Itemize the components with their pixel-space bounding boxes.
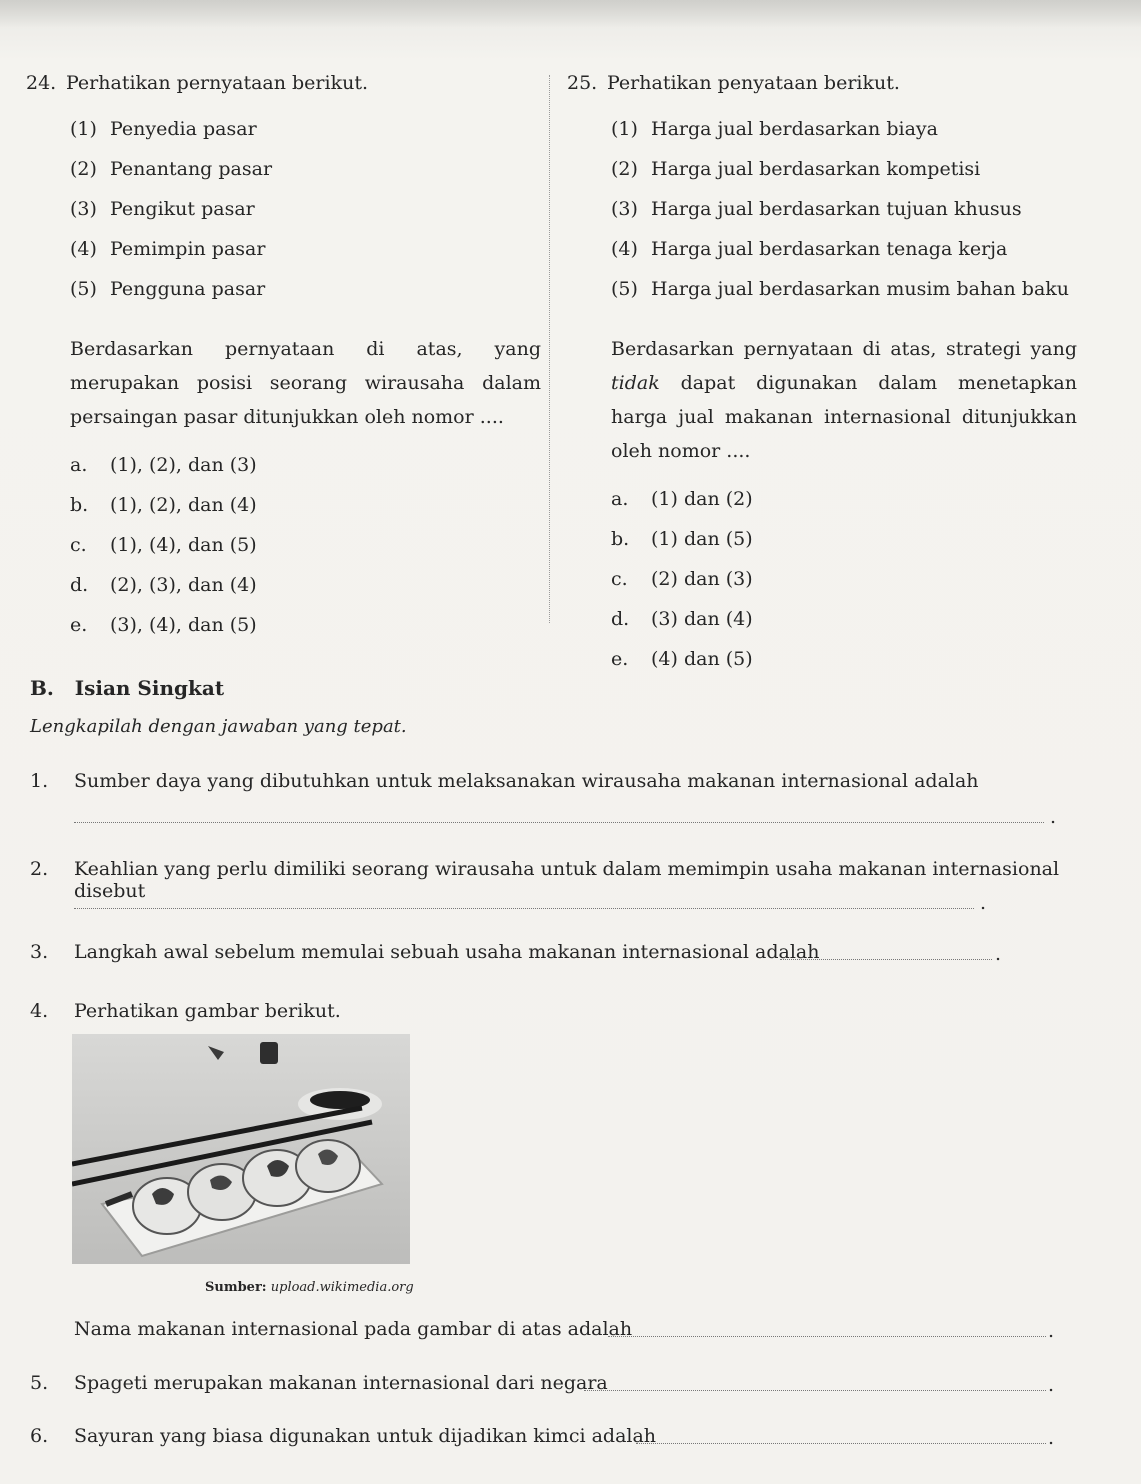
question-24 — [26, 72, 541, 646]
image-caption: Sumber: upload.wikimedia.org — [205, 1280, 414, 1295]
short-answer-6: 6. Sayuran yang biasa digunakan untuk dijadikan kimci adalah — [30, 1425, 657, 1447]
question-25-heading — [567, 72, 1077, 96]
period: . — [980, 892, 987, 914]
short-answer-5: 5. Spageti merupakan makanan internasional dari negara — [30, 1372, 608, 1394]
option-d[interactable]: d. (3) dan (4) — [611, 607, 753, 630]
page-top-shadow — [0, 0, 1141, 28]
option-c[interactable]: c. (1), (4), dan (5) — [70, 533, 257, 556]
option-c[interactable]: c. (2) dan (3) — [611, 567, 753, 590]
statement: (1) Harga jual berdasarkan biaya — [611, 117, 938, 140]
option-b[interactable]: b. (1) dan (5) — [611, 527, 753, 550]
period: . — [995, 943, 1002, 965]
option-e[interactable]: e. (4) dan (5) — [611, 647, 753, 670]
question-24-heading-text: Perhatikan pernyataan berikut. — [66, 72, 368, 94]
statement: (2) Harga jual berdasarkan kompetisi — [611, 157, 981, 180]
section-b-title: B. Isian Singkat — [30, 676, 225, 700]
column-divider — [549, 75, 550, 623]
short-answer-3: 3. Langkah awal sebelum memulai sebuah usaha makanan internasional adalah — [30, 941, 820, 963]
option-a[interactable]: a. (1), (2), dan (3) — [70, 453, 257, 476]
short-answer-1: 1. Sumber daya yang dibutuhkan untuk melaksanakan wirausaha makanan internasional adalah — [30, 770, 979, 792]
answer-line-1[interactable] — [74, 822, 1044, 823]
answer-line-4[interactable] — [608, 1336, 1046, 1337]
statement: (4) Harga jual berdasarkan tenaga kerja — [611, 237, 1008, 260]
short-answer-4: 4. Perhatikan gambar berikut. — [30, 1000, 341, 1022]
question-25-number: 25. — [567, 72, 598, 94]
statement: (2) Penantang pasar — [70, 157, 273, 180]
answer-line-2[interactable] — [74, 908, 974, 909]
statement: (5) Harga jual berdasarkan musim bahan baku — [611, 277, 1070, 300]
statement: (3) Harga jual berdasarkan tujuan khusus — [611, 197, 1022, 220]
short-answer-2: 2. Keahlian yang perlu dimiliki seorang wirausaha untuk dalam memimpin usaha makanan internasional disebut — [30, 858, 1060, 902]
question-25-prompt: Berdasarkan pernyataan di atas, strategi yang tidak dapat digunakan dalam menetapkan harga jual makanan internasional ditunjukkan oleh nomor .... — [611, 337, 1077, 462]
question-25-heading-text: Perhatikan penyataan berikut. — [607, 72, 900, 94]
statement: (3) Pengikut pasar — [70, 197, 255, 220]
statement: (5) Pengguna pasar — [70, 277, 266, 300]
option-d[interactable]: d. (2), (3), dan (4) — [70, 573, 257, 596]
short-answer-4-followup: Nama makanan internasional pada gambar di atas adalah — [74, 1318, 633, 1340]
sushi-illustration — [72, 1034, 410, 1264]
period: . — [1048, 1320, 1055, 1342]
period: . — [1050, 806, 1057, 828]
option-a[interactable]: a. (1) dan (2) — [611, 487, 753, 510]
statement: (4) Pemimpin pasar — [70, 237, 266, 260]
question-24-prompt: Berdasarkan pernyataan di atas, yang merupakan posisi seorang wirausaha dalam persaingan pasar ditunjukkan oleh nomor .... — [70, 337, 541, 428]
answer-line-5[interactable] — [584, 1390, 1046, 1391]
period: . — [1048, 1427, 1055, 1449]
sushi-photo — [72, 1034, 410, 1264]
option-e[interactable]: e. (3), (4), dan (5) — [70, 613, 257, 636]
statement: (1) Penyedia pasar — [70, 117, 257, 140]
answer-line-3[interactable] — [780, 959, 992, 960]
question-25 — [567, 72, 1077, 680]
period: . — [1048, 1374, 1055, 1396]
answer-line-6[interactable] — [636, 1443, 1046, 1444]
question-24-heading — [26, 72, 541, 96]
question-24-number: 24. — [26, 72, 57, 94]
section-b-instruction: Lengkapilah dengan jawaban yang tepat. — [30, 716, 407, 737]
option-b[interactable]: b. (1), (2), dan (4) — [70, 493, 257, 516]
